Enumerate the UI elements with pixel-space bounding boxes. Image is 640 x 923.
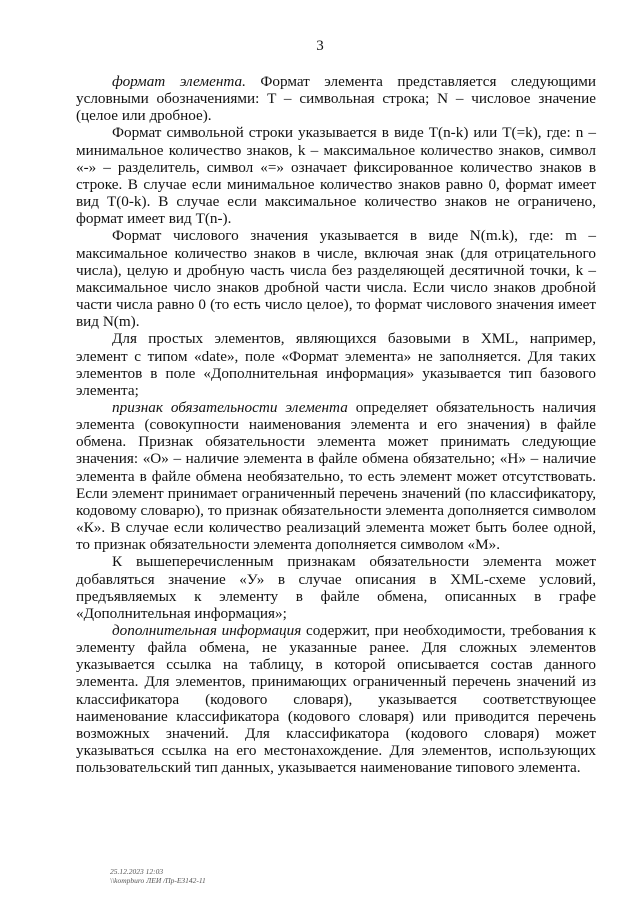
term-mandatory-attribute: признак обязательности элемента [112,398,348,416]
paragraph-text: Формат элемента представляется следующими условными обозначениями: T – символьная строка; N – числовое значение (целое или дробное). [76,73,596,125]
paragraph-number-format [76,227,596,330]
paragraph-element-format [76,73,596,124]
paragraph-additional-info [76,622,596,776]
paragraph-base-elements [76,330,596,399]
term-additional-info: дополнительная информация [112,622,302,639]
paragraph-text: содержит, при необходимости, требования к элементу файла обмена, не указанные ранее. Для сложных элементов указывается ссылка на таблицу, в которой описывается состав данного элемента. Для элементов, принимающих ограниченный перечень значений из классификатора (кодового словаря), указывается соответствующее наименование классификатора (кодового словаря) или приводится перечень возможных значений. Для классификатора (кодового словаря) может указываться ссылка на его местонахождение. Для элементов, использующих пользовательский тип данных, указывается наименование типового элемента. [76,622,596,777]
paragraph-string-format [76,124,596,227]
paragraph-mandatory-attribute [76,399,596,553]
footer-timestamp: 25.12.2023 12:03 [110,867,164,876]
paragraph-text: К вышеперечисленным признакам обязательности элемента может добавляться значение «У» в случае описания в XML-схеме условий, предъявляемых к элементу в файле обмена, описанных в графе «Дополнительная информация»; [76,553,596,622]
paragraph-text: Формат символьной строки указывается в виде T(n-k) или T(=k), где: n – минимальное количество знаков, k – максимальное количество знаков, символ «-» – разделитель, символ «=» означает фиксированное количество знаков в строке. В случае если минимальное количество знаков равно 0, формат имеет вид T(0-k). В случае если максимальное количество знаков не ограничено, формат имеет вид T(n-). [76,124,596,228]
paragraph-conditional-value [76,553,596,622]
document-body [76,73,596,776]
term-element-format: формат элемента. [112,73,246,90]
footer-file-path: \\kompburo ЛЕИ /Пр-ЕЗ142-11 [110,876,206,885]
paragraph-text: Формат числового значения указывается в виде N(m.k), где: m – максимальное количество знаков в числе, включая знак (для отрицательного числа), целую и дробную часть числа без разделяющей десятичной точки, k – максимальное число знаков дробной части числа. Если число знаков дробной части числа равно 0 (то есть число целое), то формат числового значения имеет вид N(m). [76,227,596,331]
paragraph-text: определяет обязательность наличия элемента (совокупности наименования элемента и его значения) в файле обмена. Признак обязательности элемента может принимать следующие значения: «О» – наличие элемента в файле обмена обязательно; «Н» – наличие элемента в файле обмена необязательно, то есть элемент может отсутствовать. Если элемент принимает ограниченный перечень значений (по классификатору, кодовому словарю), то признак обязательности элемента дополняется символом «К». В случае если количество реализаций элемента может быть более одной, то признак обязательности элемента дополняется символом «М». [76,398,596,554]
paragraph-text: Для простых элементов, являющихся базовыми в XML, например, элемент с типом «date», поле «Формат элемента» не заполняется. Для таких элементов в поле «Дополнительная информация» указывается тип базового элемента; [76,330,596,399]
document-footer [110,867,206,885]
page-number: 3 [316,38,324,54]
